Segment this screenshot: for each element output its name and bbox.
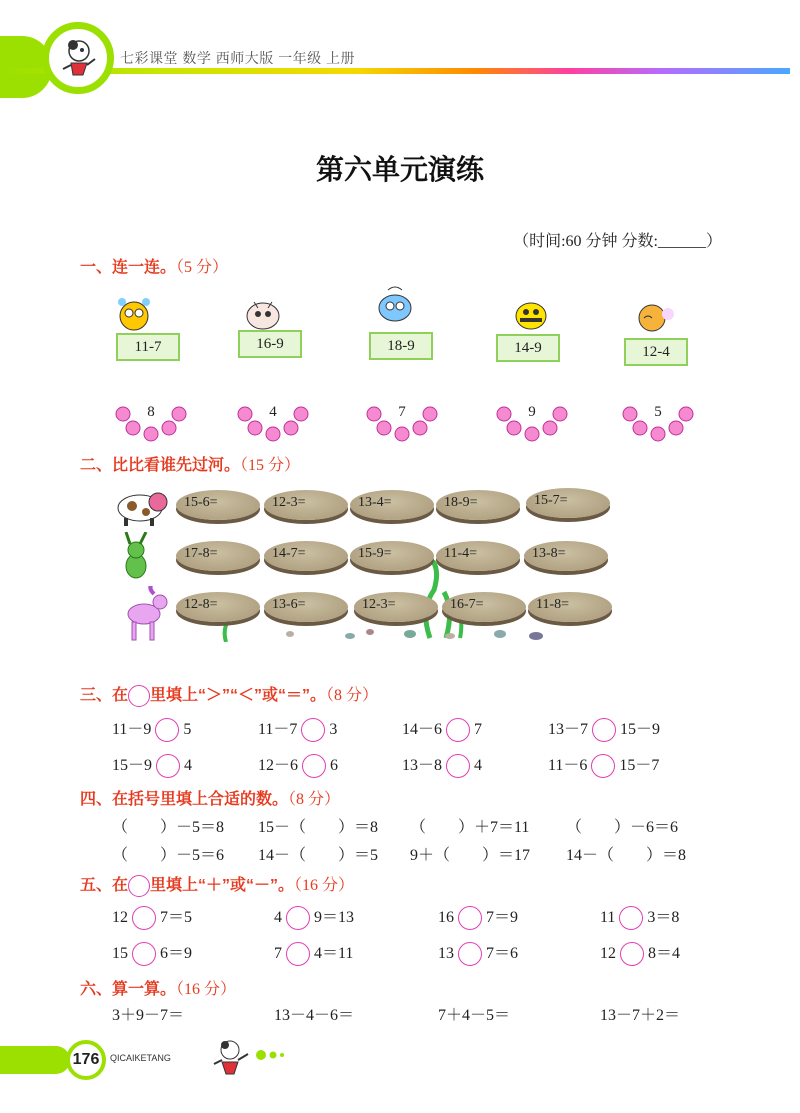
section-1-title: 一、连一连。 (80, 259, 177, 276)
answer-circle[interactable] (446, 718, 470, 742)
header-mascot-badge (42, 22, 114, 94)
horse-icon (118, 586, 174, 649)
answer-circle[interactable] (286, 906, 310, 930)
fill-blank-item[interactable]: 9＋（ ）＝17 (410, 847, 531, 864)
answer-circle[interactable] (132, 942, 156, 966)
left-num: 7 (274, 945, 282, 962)
right-expr: 4 (474, 757, 483, 774)
operator-item (112, 940, 192, 966)
calc-item[interactable]: 13－7＋2＝ (600, 1007, 681, 1024)
answer-circle[interactable] (458, 906, 482, 930)
answer-circle[interactable] (592, 718, 616, 742)
calc-item[interactable]: 3＋9－7＝ (112, 1007, 185, 1024)
section-1-points: （5 分） (176, 259, 229, 276)
right-expr: 7＝6 (486, 945, 519, 962)
left-expr: 11－7 (258, 721, 298, 738)
fill-blank-item[interactable]: （ ）－6＝6 (566, 819, 679, 836)
left-expr: 14－6 (402, 721, 443, 738)
left-num: 15 (112, 945, 128, 962)
wasp-icon (508, 294, 554, 334)
header-text: 七彩课堂 数学 西师大版 一年级 上册 (120, 50, 356, 66)
answer-circle[interactable] (446, 754, 470, 778)
compare-item (258, 752, 338, 778)
left-expr: 13－8 (402, 757, 443, 774)
stepping-stone: 13-6= (264, 592, 348, 622)
compare-item (548, 716, 660, 742)
answer-circle[interactable] (156, 754, 180, 778)
compare-item (112, 752, 192, 778)
expression-box: 16-9 (238, 330, 302, 358)
section-6-title: 六、算一算。 (80, 981, 177, 998)
answer-circle[interactable] (155, 718, 179, 742)
flower-wreath (622, 404, 694, 444)
left-expr: 13－7 (548, 721, 589, 738)
stepping-stone: 15-9= (350, 541, 434, 571)
flower-wreath (496, 404, 568, 444)
answer-circle[interactable] (301, 718, 325, 742)
compare-item (402, 716, 482, 742)
right-expr: 6 (330, 757, 339, 774)
section-1-heading (80, 254, 228, 277)
answer-circle[interactable] (286, 942, 310, 966)
wreath-number: 8 (147, 404, 155, 420)
operator-item (274, 940, 353, 966)
fill-blank-item[interactable]: 14－（ ）＝8 (566, 847, 687, 864)
operator-item (600, 904, 679, 930)
right-expr: 4＝11 (314, 945, 354, 962)
wreath-number: 9 (528, 404, 536, 420)
section-4-heading (80, 786, 340, 809)
stepping-stone: 17-8= (176, 541, 260, 571)
right-expr: 15－9 (620, 721, 661, 738)
left-expr: 12－6 (258, 757, 299, 774)
right-expr: 7 (474, 721, 483, 738)
section-5-points: （16 分） (294, 877, 355, 894)
left-num: 11 (600, 909, 616, 926)
stepping-stone: 15-6= (176, 490, 260, 520)
left-num: 12 (600, 945, 616, 962)
answer-circle[interactable] (132, 906, 156, 930)
stepping-stone: 11-8= (528, 592, 612, 622)
compare-item (402, 752, 482, 778)
stepping-stone: 15-7= (526, 488, 610, 518)
expression-box: 11-7 (116, 333, 180, 361)
left-num: 16 (438, 909, 454, 926)
section-3-title-a: 三、在 (80, 687, 129, 704)
left-num: 13 (438, 945, 454, 962)
stepping-stone: 13-8= (524, 541, 608, 571)
section-2-title: 二、比比看谁先过河。 (80, 457, 241, 474)
fill-blank-item[interactable]: （ ）－5＝6 (112, 847, 225, 864)
operator-item (600, 940, 680, 966)
cricket-icon (372, 284, 418, 324)
calc-item[interactable]: 13－4－6＝ (274, 1007, 355, 1024)
page-number: 176 (66, 1040, 106, 1080)
rabbit-icon (116, 532, 156, 587)
section-2-heading (80, 452, 300, 475)
section-2-points: （15 分） (240, 457, 301, 474)
dog-mascot-icon (49, 29, 107, 87)
blank-circle-icon (128, 875, 150, 897)
operator-item (438, 940, 518, 966)
answer-circle[interactable] (619, 906, 643, 930)
left-num: 12 (112, 909, 128, 926)
section-4-points: （8 分） (288, 791, 341, 808)
stepping-stone: 11-4= (436, 541, 520, 571)
left-expr: 11－6 (548, 757, 588, 774)
stepping-stone: 12-8= (176, 592, 260, 622)
stepping-stone: 13-4= (350, 490, 434, 520)
compare-item (112, 716, 191, 742)
expression-box: 14-9 (496, 334, 560, 362)
left-expr: 15－9 (112, 757, 153, 774)
wreath-number: 4 (269, 404, 277, 420)
operator-item (274, 904, 354, 930)
answer-circle[interactable] (620, 942, 644, 966)
right-expr: 3 (329, 721, 338, 738)
stepping-stone: 12-3= (354, 592, 438, 622)
right-expr: 15－7 (619, 757, 660, 774)
pebbles (270, 626, 560, 647)
answer-circle[interactable] (591, 754, 615, 778)
right-expr: 5 (183, 721, 192, 738)
stepping-stone: 14-7= (264, 541, 348, 571)
stepping-stone: 16-7= (442, 592, 526, 622)
right-expr: 6＝9 (160, 945, 193, 962)
operator-item (438, 904, 518, 930)
water-weed (220, 618, 240, 647)
footer-brand: QICAIKETANG (110, 1053, 171, 1063)
section-3-points: （8 分） (326, 687, 379, 704)
time-score-line: （时间:60 分钟 分数:______） (513, 233, 722, 250)
compare-item (258, 716, 337, 742)
flower-wreath (237, 404, 309, 444)
stepping-stone: 18-9= (436, 490, 520, 520)
footer-green-tab (0, 1046, 70, 1074)
answer-circle[interactable] (458, 942, 482, 966)
section-3-heading (80, 682, 378, 707)
fill-blank-item[interactable]: 14－（ ）＝5 (258, 847, 379, 864)
expression-box: 18-9 (369, 332, 433, 360)
answer-circle[interactable] (302, 754, 326, 778)
left-expr: 11－9 (112, 721, 152, 738)
section-5-heading (80, 872, 354, 897)
right-expr: 8＝4 (648, 945, 681, 962)
section-4-title: 四、在括号里填上合适的数。 (80, 791, 289, 808)
compare-item (548, 752, 659, 778)
header-rainbow-bar (0, 68, 790, 74)
right-expr: 7＝9 (486, 909, 519, 926)
fill-blank-item[interactable]: 15－（ ）＝8 (258, 819, 379, 836)
stepping-stone: 12-3= (264, 490, 348, 520)
footer-dots (256, 1048, 286, 1066)
expression-box: 12-4 (624, 338, 688, 366)
flower-wreath (115, 404, 187, 444)
right-expr: 3＝8 (647, 909, 680, 926)
right-expr: 9＝13 (314, 909, 355, 926)
section-6-points: （16 分） (176, 981, 237, 998)
section-5-title-a: 五、在 (80, 877, 129, 894)
bee-icon (112, 294, 158, 334)
blank-circle-icon (128, 685, 150, 707)
section-5-title-b: 里填上“＋”或“－”。 (150, 877, 295, 894)
section-6-heading (80, 976, 236, 999)
calc-item[interactable]: 7＋4－5＝ (438, 1007, 511, 1024)
right-expr: 7＝5 (160, 909, 193, 926)
bee-sleeping-icon (630, 294, 676, 334)
wreath-number: 7 (398, 404, 406, 420)
bug-icon (240, 294, 286, 334)
fill-blank-item[interactable]: （ ）＋7＝11 (410, 819, 530, 836)
wreath-number: 5 (654, 404, 662, 420)
flower-wreath (366, 404, 438, 444)
dog-mascot-icon (204, 1034, 254, 1085)
section-3-title-b: 里填上“＞”“＜”或“＝”。 (150, 687, 327, 704)
operator-item (112, 904, 192, 930)
fill-blank-item[interactable]: （ ）－5＝8 (112, 819, 225, 836)
cow-icon (112, 484, 172, 531)
right-expr: 4 (184, 757, 193, 774)
left-num: 4 (274, 909, 282, 926)
page-title: 第六单元演练 (315, 154, 484, 185)
